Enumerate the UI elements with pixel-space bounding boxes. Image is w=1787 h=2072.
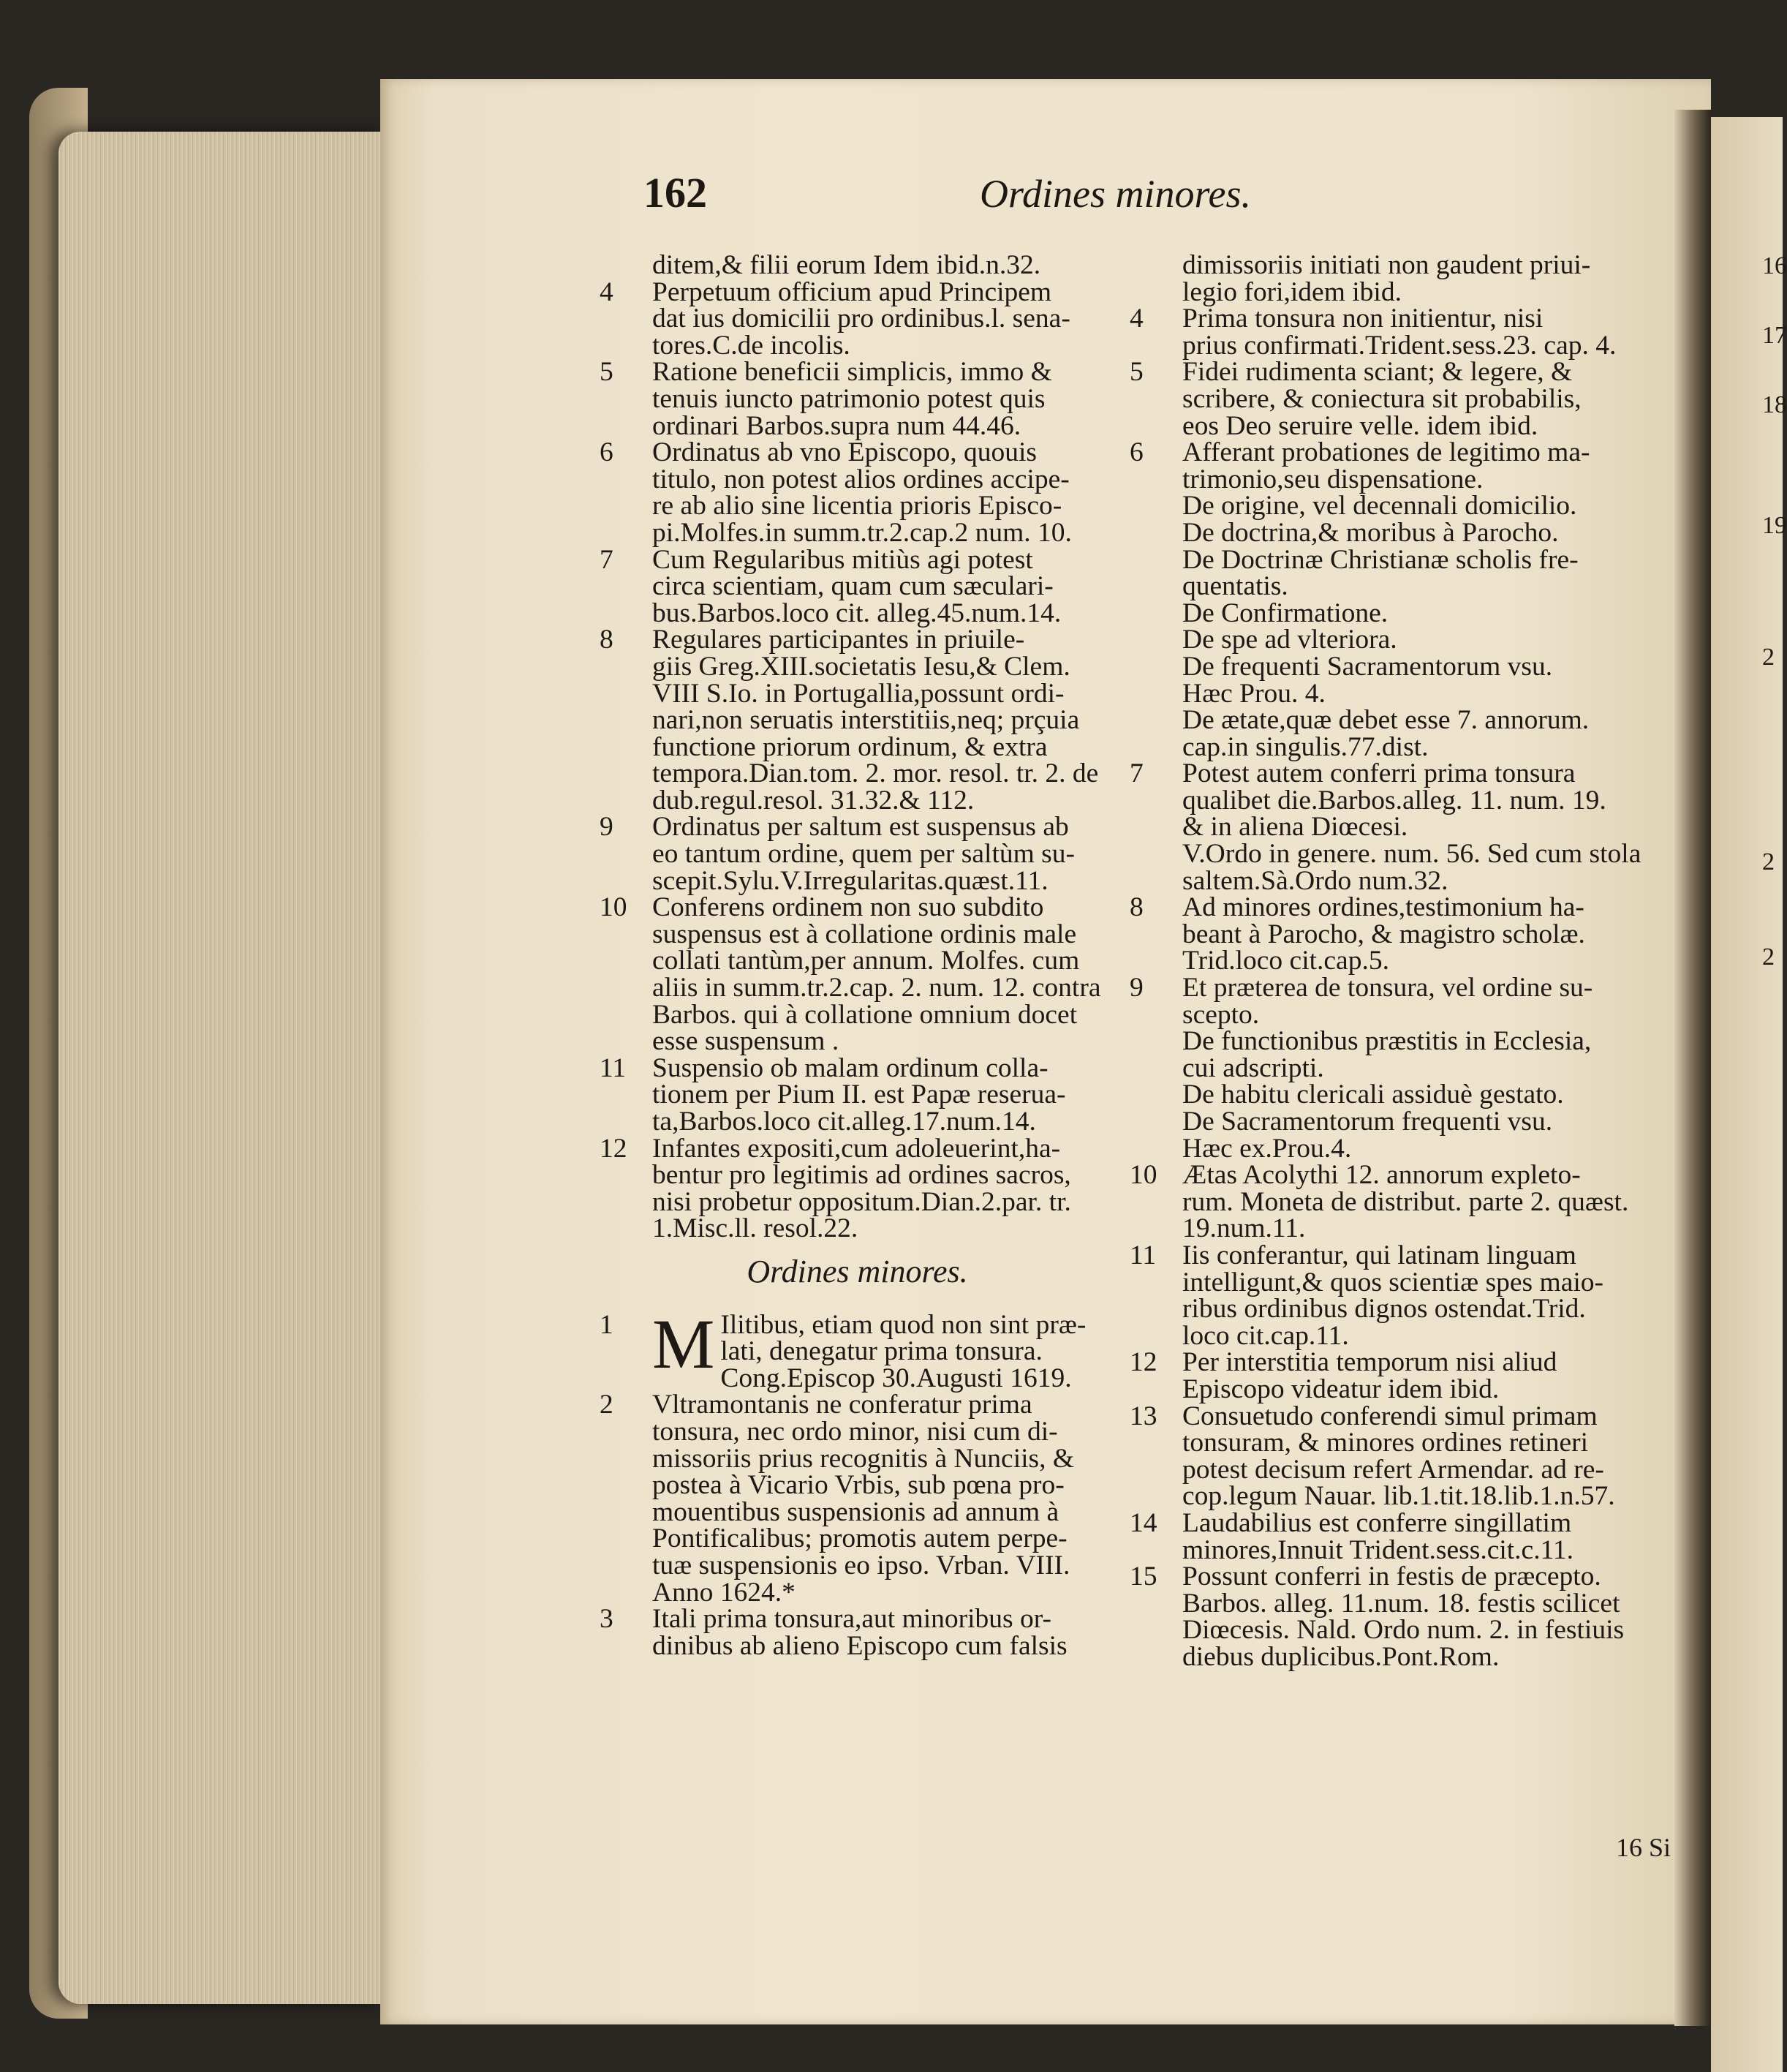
text-line: V.Ordo in genere. num. 56. Sed cum stola	[1182, 839, 1641, 870]
text-line: esse suspensum .	[652, 1026, 839, 1057]
entry-number: 15	[1130, 1561, 1157, 1592]
entry-number: 7	[600, 544, 613, 575]
text-line: ta,Barbos.loco cit.alleg.17.num.14.	[652, 1107, 1036, 1137]
text-line: dub.regul.resol. 31.32.& 112.	[652, 785, 975, 815]
text-line: Laudabilius est conferre singillatim	[1182, 1507, 1572, 1538]
text-line: eos Deo seruire velle. idem ibid.	[1182, 410, 1538, 441]
text-line: giis Greg.XIII.societatis Iesu,& Clem.	[652, 651, 1070, 682]
text-line: De Doctrinæ Christianæ scholis fre-	[1182, 544, 1579, 575]
entry-number: 4	[600, 276, 613, 307]
text-line: Hæc Prou. 4.	[1182, 678, 1326, 709]
numbered-entry	[1130, 1240, 1671, 1351]
text-line: tores.C.de incolis.	[652, 330, 850, 361]
text-line: 19.num.11.	[1182, 1213, 1306, 1244]
text-line: Per interstitia temporum nisi aliud	[1182, 1347, 1557, 1378]
text-line: minores,Innuit Trident.sess.cit.c.11.	[1182, 1534, 1574, 1565]
text-line: cap.in singulis.77.dist.	[1182, 731, 1429, 762]
numbered-entry	[1130, 437, 1671, 762]
entry-number: 5	[1130, 357, 1144, 388]
text-line: De Confirmatione.	[1182, 598, 1389, 628]
numbered-entry	[600, 437, 1115, 548]
text-line: functione priorum ordinum, & extra	[652, 731, 1048, 762]
text-line: quentatis.	[1182, 571, 1288, 602]
text-line: beant à Parocho, & magistro scholæ.	[1182, 919, 1585, 949]
text-line: Ad minores ordines,testimonium ha-	[1182, 892, 1584, 923]
text-line: tonsuram, & minores ordines retineri	[1182, 1428, 1589, 1458]
entry-number: 10	[1130, 1160, 1157, 1191]
numbered-entry	[600, 814, 1115, 894]
numbered-entry	[1130, 252, 1671, 306]
text-line: diebus duplicibus.Pont.Rom.	[1182, 1641, 1500, 1672]
text-line: tuæ suspensionis eo ipso. Vrban. VIII.	[652, 1550, 1070, 1581]
text-line: bus.Barbos.loco cit. alleg.45.num.14.	[652, 598, 1062, 628]
text-line: eo tantum ordine, quem per saltùm su-	[652, 839, 1075, 870]
text-line: Conferens ordinem non suo subdito	[652, 892, 1044, 923]
numbered-entry	[600, 1052, 1115, 1137]
text-line: Ordinatus ab vno Episcopo, quouis	[652, 437, 1037, 468]
numbered-entry	[600, 1304, 1115, 1393]
text-line: Perpetuum officium apud Principem	[652, 276, 1052, 307]
text-line: nari,non seruatis interstitiis,neq; prçuia	[652, 705, 1080, 736]
facing-page-number-fragment: 16	[1762, 252, 1787, 279]
text-line: legio fori,idem ibid.	[1182, 276, 1402, 307]
numbered-entry	[600, 627, 1115, 814]
text-line: Potest autem conferri prima tonsura	[1182, 758, 1576, 789]
text-line: scribere, & coniectura sit probabilis,	[1182, 383, 1582, 414]
text-line: Pontificalibus; promotis autem perpe-	[652, 1523, 1068, 1554]
numbered-entry	[600, 359, 1115, 440]
text-line: De functionibus præstitis in Ecclesia,	[1182, 1026, 1592, 1057]
text-line: Afferant probationes de legitimo ma-	[1182, 437, 1590, 468]
text-line: saltem.Sà.Ordo num.32.	[1182, 865, 1448, 896]
entry-number: 11	[1130, 1240, 1157, 1270]
facing-page-number-fragment: 18	[1762, 391, 1787, 418]
text-line: missoriis prius recognitis à Nunciis, &	[652, 1443, 1075, 1474]
text-line: Et præterea de tonsura, vel ordine su-	[1182, 973, 1593, 1003]
numbered-entry	[1130, 1507, 1671, 1565]
text-line: re ab alio sine licentia prioris Episco-	[652, 491, 1062, 521]
entry-number: 9	[600, 812, 613, 843]
entry-number: 9	[1130, 973, 1144, 1003]
text-line: dinibus ab alieno Episcopo cum falsis	[652, 1630, 1068, 1661]
text-line: Episcopo videatur idem ibid.	[1182, 1374, 1500, 1404]
text-line: ribus ordinibus dignos ostendat.Trid.	[1182, 1294, 1586, 1325]
text-line: Prima tonsura non initientur, nisi	[1182, 304, 1544, 334]
entry-number: 13	[1130, 1401, 1157, 1431]
entry-number: 1	[600, 1309, 613, 1340]
left-column	[600, 252, 1115, 1660]
text-line: Possunt conferri in festis de præcepto.	[1182, 1561, 1601, 1592]
entry-number: 11	[600, 1052, 627, 1083]
numbered-entry	[600, 544, 1115, 628]
text-line: Barbos. qui à collatione omnium docet	[652, 999, 1078, 1030]
facing-page-number-fragment: 19	[1762, 512, 1787, 539]
drop-cap: M	[652, 1304, 715, 1383]
numbered-entry	[1130, 1349, 1671, 1403]
text-line: Consuetudo conferendi simul primam	[1182, 1401, 1598, 1431]
text-line: 1.Misc.ll. resol.22.	[652, 1213, 858, 1244]
text-line: De spe ad vlteriora.	[1182, 625, 1397, 655]
text-line: & in aliena Diœcesi.	[1182, 812, 1408, 843]
text-line: intelligunt,& quos scientiæ spes maio-	[1182, 1267, 1603, 1297]
entry-number: 2	[600, 1390, 613, 1420]
text-line: Cum Regularibus mitiùs agi potest	[652, 544, 1033, 575]
numbered-entry	[1130, 758, 1671, 896]
facing-page-number-fragment: 2	[1762, 943, 1775, 971]
text-line: Infantes expositi,cum adoleuerint,ha-	[652, 1133, 1061, 1164]
numbered-entry	[600, 1392, 1115, 1606]
text-line: prius confirmati.Trident.sess.23. cap. 4.	[1182, 330, 1617, 361]
text-line: rum. Moneta de distribut. parte 2. quæst.	[1182, 1186, 1629, 1217]
page-number: 162	[643, 169, 707, 216]
text-line: Hæc ex.Prou.4.	[1182, 1133, 1352, 1164]
entry-number: 4	[1130, 304, 1144, 334]
facing-page-number-fragment: 17	[1762, 322, 1787, 349]
text-line: De Sacramentorum frequenti vsu.	[1182, 1107, 1553, 1137]
text-line: tempora.Dian.tom. 2. mor. resol. tr. 2. de	[652, 758, 1099, 789]
text-line: ditem,& filii eorum Idem ibid.n.32.	[652, 250, 1041, 280]
text-line: Anno 1624.*	[652, 1577, 796, 1608]
text-line: De habitu clericali assiduè gestato.	[1182, 1080, 1564, 1110]
running-head	[643, 168, 1682, 227]
text-line: De ætate,quæ debet esse 7. annorum.	[1182, 705, 1590, 736]
text-line: suspensus est à collatione ordinis male	[652, 919, 1077, 949]
text-line: mouentibus suspensionis ad annum à	[652, 1496, 1059, 1527]
right-column	[1130, 252, 1671, 1670]
text-line: Diœcesis. Nald. Ordo num. 2. in festiuis	[1182, 1615, 1625, 1646]
book-gutter	[1674, 110, 1711, 2026]
facing-page-number-fragment: 2	[1762, 644, 1775, 671]
text-line: Cong.Episcop 30.Augusti 1619.	[720, 1363, 1072, 1393]
numbered-entry	[1130, 1561, 1671, 1672]
text-line: qualibet die.Barbos.alleg. 11. num. 19.	[1182, 785, 1606, 815]
left-entries	[600, 252, 1115, 1243]
text-line: Fidei rudimenta sciant; & legere, &	[1182, 357, 1573, 388]
text-line: collati tantùm,per annum. Molfes. cum	[652, 946, 1080, 976]
text-line: titulo, non potest alios ordines accipe-	[652, 464, 1070, 494]
text-line: Barbos. alleg. 11.num. 18. festis scilicet	[1182, 1588, 1620, 1619]
running-title: Ordines minores.	[980, 172, 1251, 216]
entry-number: 6	[1130, 437, 1144, 468]
text-line: scepto.	[1182, 999, 1260, 1030]
text-line: pi.Molfes.in summ.tr.2.cap.2 num. 10.	[652, 517, 1072, 548]
section-heading: Ordines minores.	[747, 1253, 968, 1289]
text-line: De frequenti Sacramentorum vsu.	[1182, 651, 1553, 682]
text-line: nisi probetur oppositum.Dian.2.par. tr.	[652, 1186, 1071, 1217]
text-line: scepit.Sylu.V.Irregularitas.quæst.11.	[652, 865, 1049, 896]
entry-number: 12	[600, 1133, 627, 1164]
text-line: postea à Vicario Vrbis, sub pœna pro-	[652, 1470, 1065, 1501]
text-line: cop.legum Nauar. lib.1.tit.18.lib.1.n.57.	[1182, 1481, 1615, 1512]
numbered-entry	[600, 1606, 1115, 1660]
text-line: circa scientiam, quam cum sæculari-	[652, 571, 1054, 602]
text-line: potest decisum refert Armendar. ad re-	[1182, 1454, 1604, 1485]
text-line: cui adscripti.	[1182, 1052, 1324, 1083]
numbered-entry	[600, 1133, 1115, 1244]
text-line: tionem per Pium II. est Papæ reserua-	[652, 1080, 1066, 1110]
text-line: dat ius domicilii pro ordinibus.l. sena-	[652, 304, 1070, 334]
entry-number: 14	[1130, 1507, 1157, 1538]
numbered-entry	[1130, 975, 1671, 1162]
text-line: ordinari Barbos.supra num 44.46.	[652, 410, 1021, 441]
text-line: Ætas Acolythi 12. annorum expleto-	[1182, 1160, 1581, 1191]
text-line: dimissoriis initiati non gaudent priui-	[1182, 250, 1591, 280]
numbered-entry	[1130, 1401, 1671, 1512]
numbered-entry	[1130, 1162, 1671, 1243]
text-line: De origine, vel decennali domicilio.	[1182, 491, 1577, 521]
text-line: Trid.loco cit.cap.5.	[1182, 946, 1389, 976]
left-entries-after-heading	[600, 1304, 1115, 1661]
numbered-entry	[1130, 306, 1671, 359]
entry-number: 12	[1130, 1347, 1157, 1378]
text-line: lati, denegatur prima tonsura.	[720, 1336, 1043, 1367]
numbered-entry	[600, 894, 1115, 1055]
text-line: Vltramontanis ne conferatur prima	[652, 1390, 1032, 1420]
numbered-entry	[1130, 894, 1671, 975]
catchword: 16 Si	[1616, 1833, 1671, 1862]
numbered-entry	[1130, 359, 1671, 440]
text-line: trimonio,seu dispensatione.	[1182, 464, 1484, 494]
entry-number: 8	[600, 625, 613, 655]
entry-number: 6	[600, 437, 613, 468]
text-line: aliis in summ.tr.2.cap. 2. num. 12. contra	[652, 973, 1101, 1003]
text-line: tonsura, nec ordo minor, nisi cum di-	[652, 1416, 1058, 1447]
text-line: Iis conferantur, qui latinam linguam	[1182, 1240, 1576, 1270]
entry-number: 3	[600, 1604, 613, 1635]
entry-number: 7	[1130, 758, 1144, 789]
entry-number: 5	[600, 357, 613, 388]
text-line: VIII S.Io. in Portugallia,possunt ordi-	[652, 678, 1065, 709]
text-line: bentur pro legitimis ad ordines sacros,	[652, 1160, 1071, 1191]
text-line: Ilitibus, etiam quod non sint præ-	[720, 1309, 1087, 1340]
numbered-entry	[600, 252, 1115, 279]
page-fore-edge	[58, 132, 388, 2004]
text-line: De doctrina,& moribus à Parocho.	[1182, 517, 1559, 548]
text-line: loco cit.cap.11.	[1182, 1320, 1349, 1351]
entry-number: 8	[1130, 892, 1144, 923]
text-line: Suspensio ob malam ordinum colla-	[652, 1052, 1049, 1083]
text-line: Ratione beneficii simplicis, immo &	[652, 357, 1052, 388]
facing-page-number-fragment: 2	[1762, 848, 1775, 875]
text-line: Itali prima tonsura,aut minoribus or-	[652, 1604, 1052, 1635]
right-entries	[1130, 252, 1671, 1670]
text-line: tenuis iuncto patrimonio potest quis	[652, 383, 1046, 414]
text-line: Regulares participantes in priuile-	[652, 625, 1025, 655]
entry-number: 10	[600, 892, 627, 923]
numbered-entry	[600, 276, 1115, 361]
text-line: Ordinatus per saltum est suspensus ab	[652, 812, 1069, 843]
